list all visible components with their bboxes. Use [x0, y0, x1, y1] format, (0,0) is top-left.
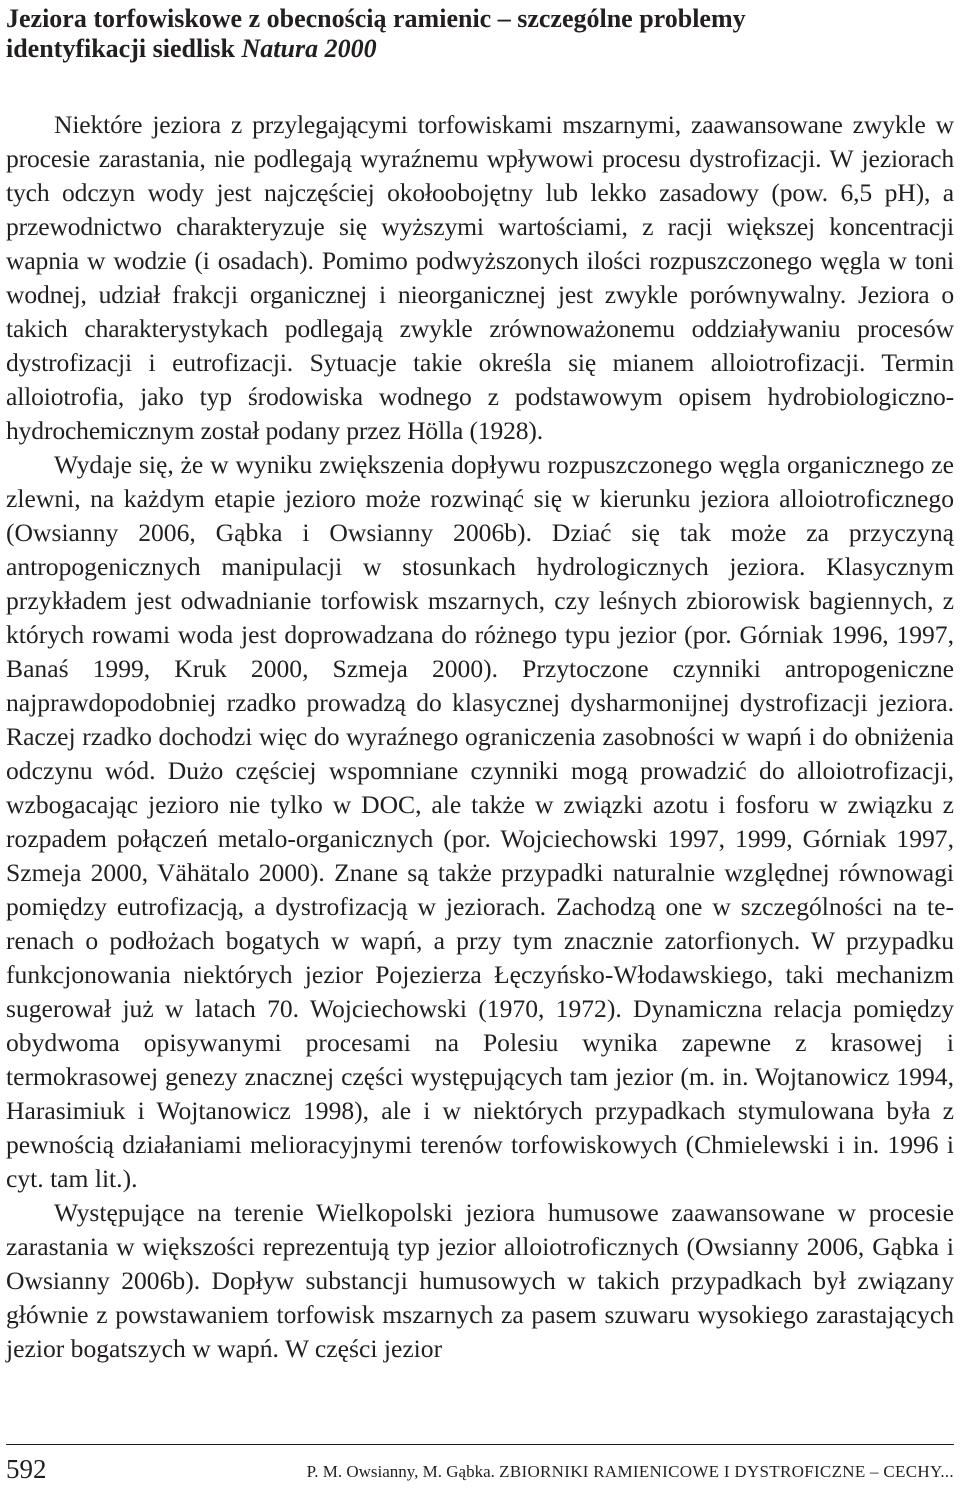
heading-line-2: identyfikacji siedlisk	[6, 34, 242, 63]
running-head-authors: P. M. Owsianny, M. Gąbka.	[306, 1462, 495, 1481]
heading-line-1: Jeziora torfowiskowe z obecnością ramienic – szczególne problemy	[6, 4, 746, 33]
paragraph-2: Wydaje się, że w wyniku zwiększenia dopływu rozpuszczonego węgla organicznego ze zlewni, na każdym etapie jezioro może rozwinąć się w kierunku jeziora alloiotroficznego (Owsianny 2006, Gąbka i Owsianny 2006b). Dziać się tak może za przyczyną antropogenicznych manipulacji w stosunkach hydrologicznych jeziora. Klasycznym przykładem jest odwadnianie torfowisk mszarnych, czy leśnych zbiorowisk bagiennych, z których rowami woda jest doprowadzana do różnego typu jezior (por. Górniak 1996, 1997, Banaś 1999, Kruk 2000, Szmeja 2000). Przytoczone czynniki antropogeniczne najprawdopodobniej rzadko prowadzą do klasycznej dysharmonijnej dystrofizacji jeziora. Raczej rzadko dochodzi więc do wyraźnego ograniczenia zasobności w wapń i do obniżenia odczynu wód. Dużo częściej wspomniane czynniki mogą prowadzić do alloiotrofizacji, wzbogacając jezioro nie tylko w DOC, ale także w związki azotu i fosforu w związku z rozpadem połączeń metalo-organicznych (por. Wojciechowski 1997, 1999, Górniak 1997, Szmeja 2000, Vähätalo 2000). Znane są także przypadki naturalnie względnej równowagi pomiędzy eutrofizacją, a dystrofizacją w jeziorach. Zachodzą one w szczególności na terenach o podłożach bogatych w wapń, a przy tym znacznie zatorfionych. W przypadku funkcjonowania niektórych jezior Pojezierza Łęczyńsko-Włodawskiego, taki mechanizm sugerował już w latach 70. Wojciechowski (1970, 1972). Dynamiczna relacja pomiędzy obydwoma opisywanymi procesami na Polesiu wynika zapewne z krasowej i termokrasowej genezy znacznej części występujących tam jezior (m. in. Wojtanowicz 1994, Harasimiuk i Wojtanowicz 1998), ale i w niektórych przypadkach stymulowana była z pewnością działaniami melioracyjnymi terenów torfowiskowych (Chmielewski i in. 1996 i cyt. tam lit.).	[6, 450, 954, 1193]
paragraph-3: Występujące na terenie Wielkopolski jeziora humusowe zaawansowane w procesie zarastania w większości reprezentują typ jezior alloiotroficznych (Owsianny 2006, Gąbka i Owsianny 2006b). Dopływ substancji humusowych w takich przypadkach był związany głównie z powstawaniem torfowisk mszarnych za pasem szuwaru wysokiego zarastających jezior bogatszych w wapń. W części jezior	[6, 1198, 954, 1363]
footer-divider	[6, 1444, 954, 1445]
body-text	[6, 108, 954, 1366]
running-head	[307, 1460, 954, 1484]
section-heading	[6, 0, 954, 64]
page-footer	[6, 1450, 954, 1490]
heading-italic-term: Natura 2000	[241, 34, 377, 63]
paragraph-1: Niektóre jeziora z przylegającymi torfowiskami mszarnymi, zaawansowane zwykle w procesie zarastania, nie podlegają wyraźnemu wpływowi procesu dystrofizacji. W jeziorach tych odczyn wody jest najczęściej okołoobojętny lub lekko zasadowy (pow. 6,5 pH), a przewodnictwo charakteryzuje się wyższymi wartościami, z racji większej koncentracji wapnia w wodzie (i osadach). Pomimo podwyższonych ilości rozpuszczonego węgla w toni wodnej, udział frakcji organicznej i nieorganicznej jest zwykle porównywalny. Jeziora o takich charakterystykach podlegają zwykle zrównoważonemu oddziaływaniu procesów dystrofizacji i eutrofizacji. Sytuacje takie określa się mianem alloiotrofizacji. Termin alloiotrofia, jako typ środowiska wodnego z podstawowym opisem hydrobiologiczno-hydrochemicznym został podany przez Hölla (1928).	[6, 110, 954, 445]
page-number: 592	[6, 1454, 47, 1484]
running-head-title: ZBIORNIKI RAMIENICOWE I DYSTROFICZNE – CECHY...	[499, 1462, 954, 1481]
document-page	[6, 0, 954, 1492]
